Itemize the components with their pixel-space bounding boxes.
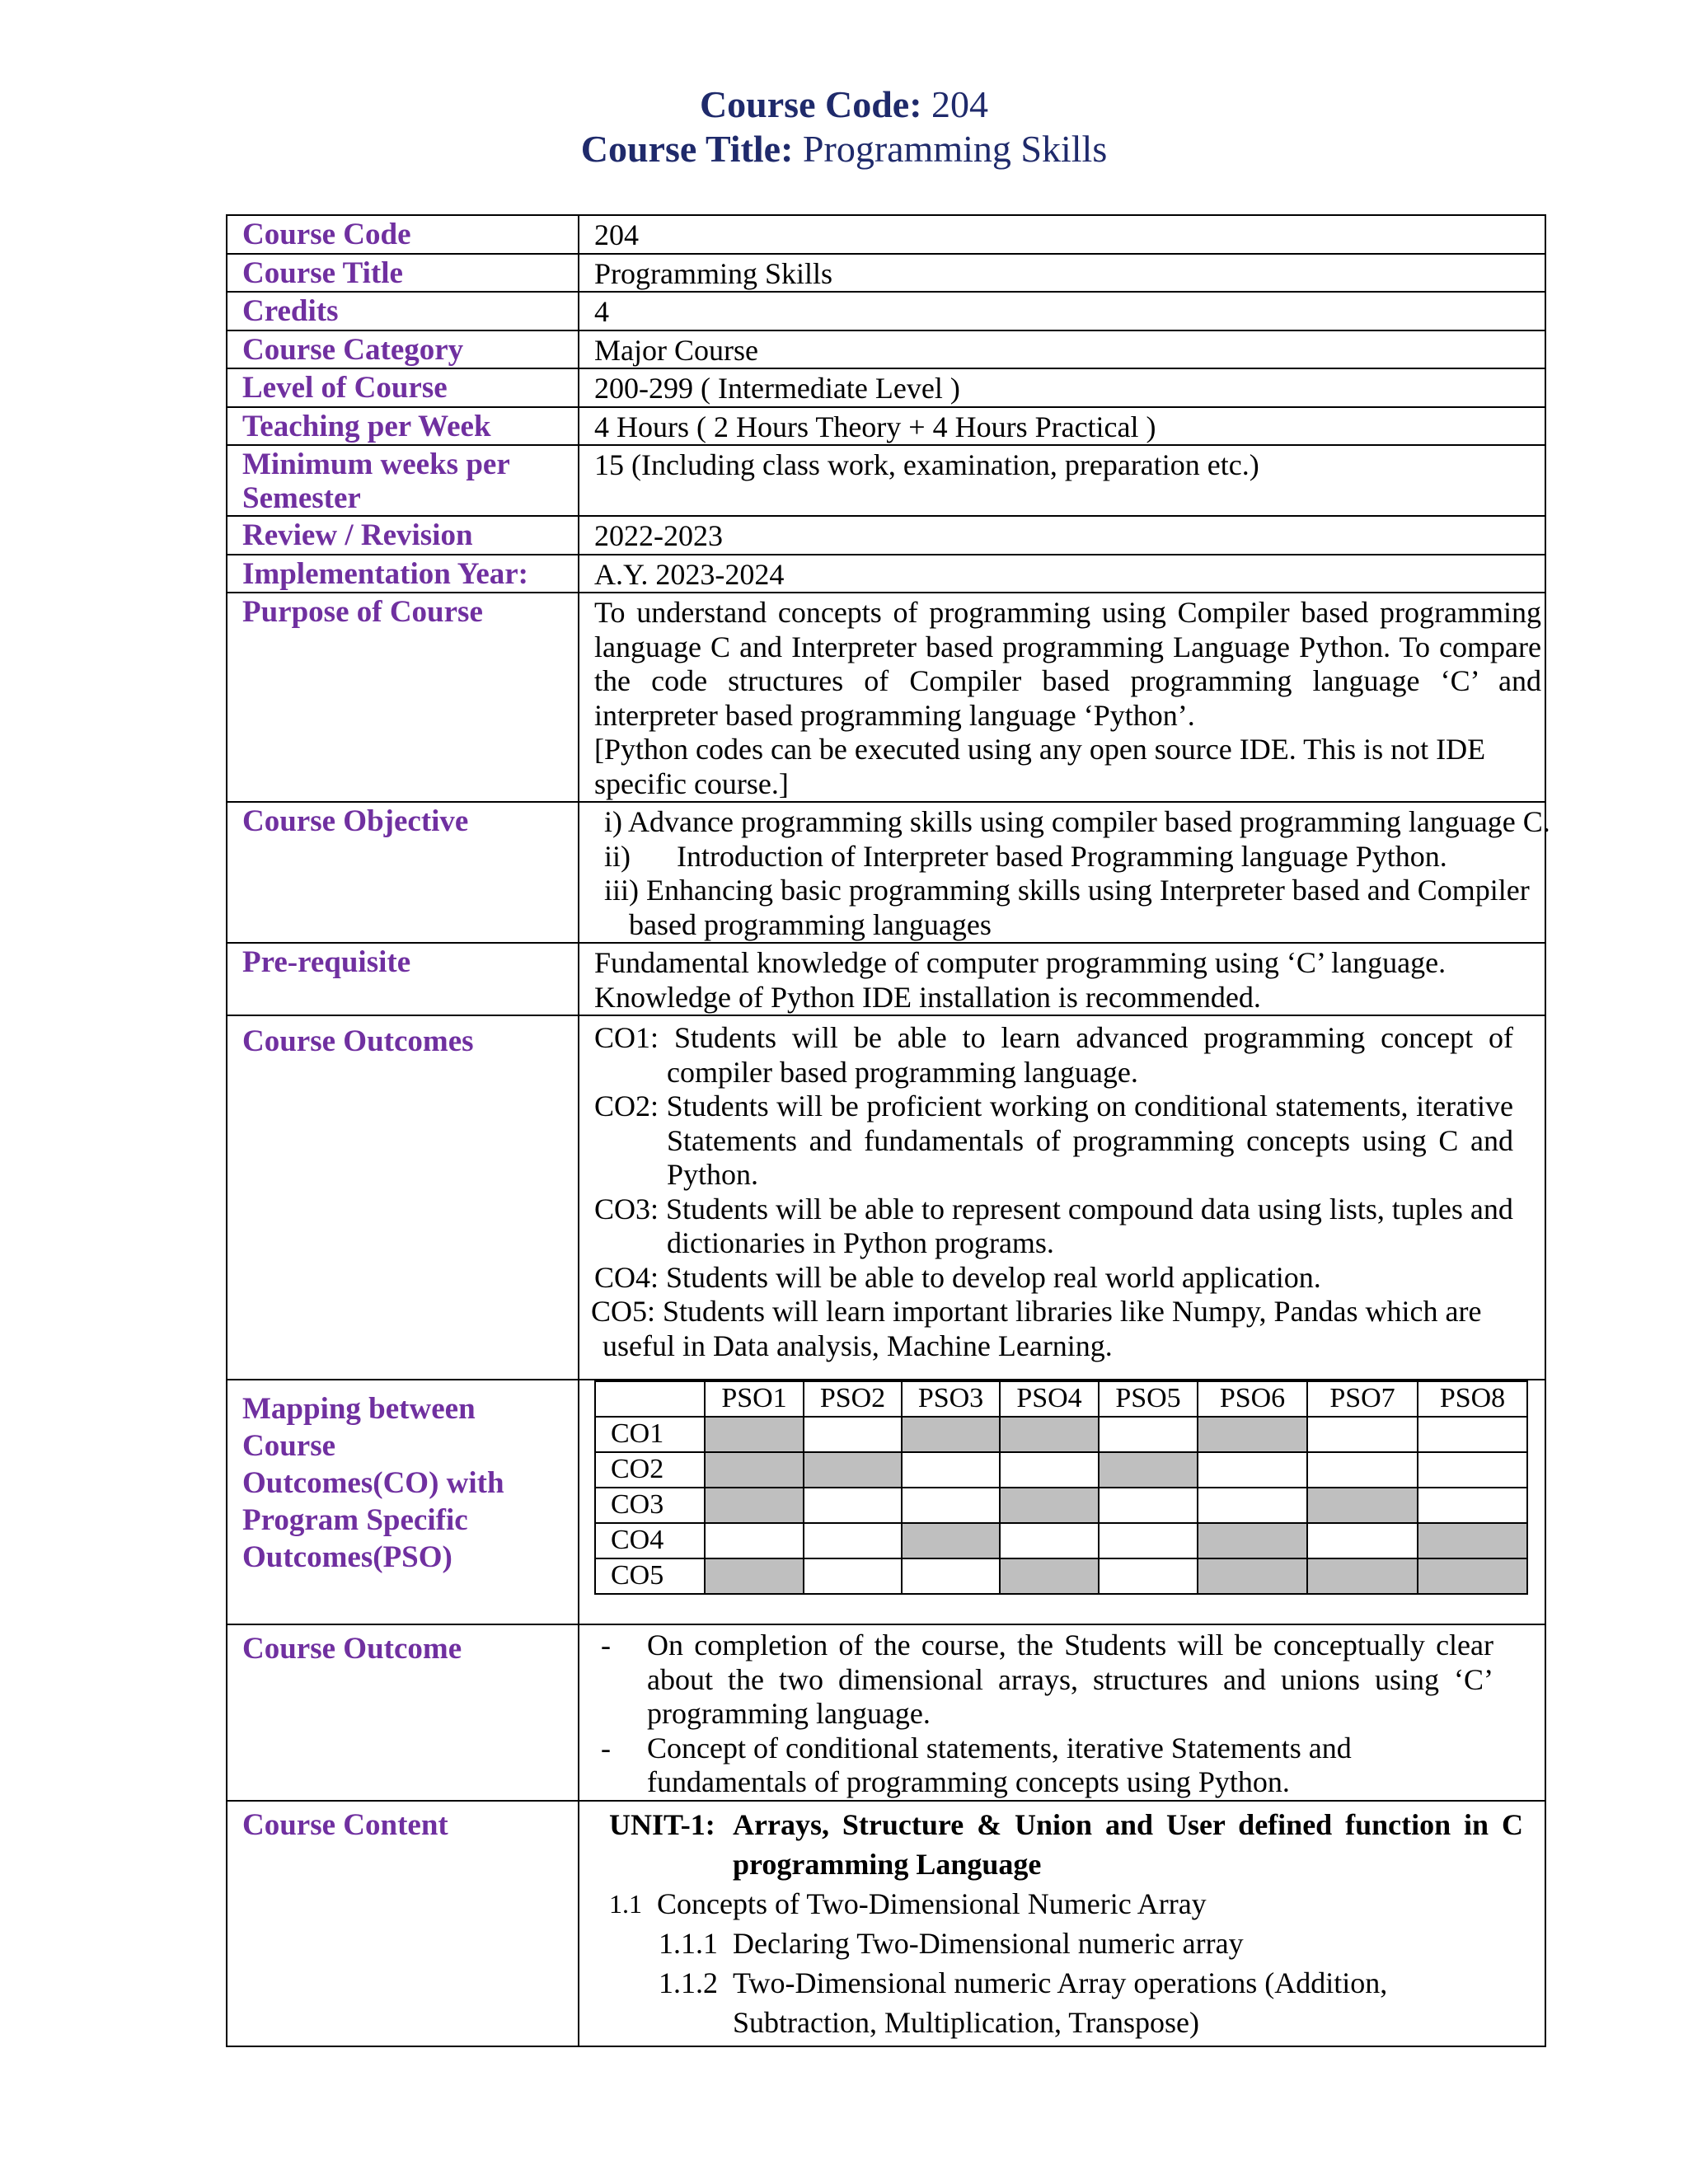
mapping-row-co4 [595, 1523, 1527, 1558]
mapping-cell-empty [1307, 1452, 1418, 1488]
mapping-col-pso4: PSO4 [1000, 1381, 1099, 1417]
value-course-code: 204 [579, 215, 1545, 254]
mapping-cell-mapped [1000, 1558, 1099, 1594]
unit-1-heading: UNIT-1: Arrays, Structure & Union and User defined function in C programming Language [609, 1807, 1523, 1881]
course-code-heading: Course Code: 204 [699, 83, 989, 125]
outcome-co5: CO5: Students will learn important libraries like Numpy, Pandas which are [591, 1295, 1482, 1328]
value-purpose [579, 593, 1545, 802]
row-review [227, 516, 1545, 555]
mapping-cell-mapped [1099, 1452, 1198, 1488]
value-course-content [579, 1801, 1545, 2046]
row-category [227, 330, 1545, 369]
mapping-cell-empty [804, 1523, 902, 1558]
label-course-outcome: Course Outcome [227, 1624, 579, 1801]
mapping-row-co5 [595, 1558, 1527, 1594]
mapping-col-pso2: PSO2 [804, 1381, 902, 1417]
mapping-cell-mapped [1307, 1488, 1418, 1523]
row-course-content [227, 1801, 1545, 2046]
course-outcome-item-2: - Concept of conditional statements, iterative Statements and fundamentals of programming concepts using Python. [601, 1731, 1352, 1798]
row-implementation [227, 555, 1545, 593]
mapping-cell-empty [804, 1417, 902, 1452]
label-mapping: Mapping between Course Outcomes(CO) with Program Specific Outcomes(PSO) [227, 1380, 579, 1624]
label-teaching: Teaching per Week [227, 407, 579, 446]
mapping-cell-mapped [1198, 1558, 1307, 1594]
mapping-cell-empty [705, 1523, 804, 1558]
mapping-cell-empty [804, 1558, 902, 1594]
mapping-cell-mapped [1000, 1488, 1099, 1523]
mapping-cell-empty [1418, 1452, 1527, 1488]
mapping-cell-mapped [902, 1417, 1000, 1452]
row-course-code [227, 215, 1545, 254]
mapping-cell-mapped [804, 1452, 902, 1488]
row-min-weeks [227, 445, 1545, 516]
value-level: 200-299 ( Intermediate Level ) [579, 368, 1545, 407]
mapping-corner-cell [595, 1381, 705, 1417]
mapping-cell-empty [1198, 1452, 1307, 1488]
row-mapping [227, 1380, 1545, 1624]
mapping-cell-mapped [705, 1417, 804, 1452]
mapping-row-label: CO2 [595, 1452, 705, 1488]
label-objective: Course Objective [227, 802, 579, 943]
page-header [0, 82, 1688, 171]
mapping-row-label: CO5 [595, 1558, 705, 1594]
mapping-cell-empty [1099, 1417, 1198, 1452]
label-level: Level of Course [227, 368, 579, 407]
value-implementation: A.Y. 2023-2024 [579, 555, 1545, 593]
mapping-cell-mapped [705, 1558, 804, 1594]
label-outcomes: Course Outcomes [227, 1015, 579, 1380]
row-purpose [227, 593, 1545, 802]
outcome-co2: CO2: Students will be proficient working on conditional statements, iterative Statements and fundamentals of programming concepts using C and Python. [594, 1090, 1513, 1191]
value-objective [579, 802, 1550, 943]
mapping-cell-empty [1099, 1488, 1198, 1523]
outcome-co1: CO1: Students will be able to learn advanced programming concept of compiler based programming language. [594, 1021, 1513, 1089]
row-course-title [227, 254, 1545, 293]
objective-item-3-cont: based programming languages [629, 907, 992, 941]
mapping-cell-empty [1000, 1523, 1099, 1558]
label-course-content: Course Content [227, 1801, 579, 2046]
mapping-cell-mapped [1000, 1417, 1099, 1452]
outcome-co3: CO3: Students will be able to represent compound data using lists, tuples and dictionaries in Python programs. [594, 1192, 1513, 1259]
value-category: Major Course [579, 330, 1545, 369]
row-prerequisite [227, 943, 1545, 1015]
mapping-cell-empty [1418, 1488, 1527, 1523]
row-credits [227, 292, 1545, 330]
mapping-cell-mapped [902, 1523, 1000, 1558]
value-course-title: Programming Skills [579, 254, 1545, 293]
mapping-col-pso1: PSO1 [705, 1381, 804, 1417]
value-mapping [579, 1380, 1545, 1624]
outcome-co5-cont: useful in Data analysis, Machine Learning. [603, 1329, 1113, 1362]
mapping-cell-empty [902, 1452, 1000, 1488]
course-title-heading: Course Title: Programming Skills [580, 128, 1108, 170]
mapping-cell-empty [1307, 1523, 1418, 1558]
mapping-col-pso3: PSO3 [902, 1381, 1000, 1417]
purpose-note: [Python codes can be executed using any open source IDE. This is not IDE specific course.] [594, 733, 1486, 800]
label-credits: Credits [227, 292, 579, 330]
mapping-cell-empty [902, 1558, 1000, 1594]
mapping-col-pso5: PSO5 [1099, 1381, 1198, 1417]
purpose-paragraph: To understand concepts of programming using Compiler based programming language C and Interpreter based programming Language Python. To compare the code structures of Compiler based programming language ‘C’ and interpreter based programming language ‘Python’. [594, 596, 1541, 732]
label-category: Course Category [227, 330, 579, 369]
mapping-cell-empty [1099, 1558, 1198, 1594]
label-min-weeks: Minimum weeks per Semester [227, 445, 579, 516]
mapping-cell-empty [1099, 1523, 1198, 1558]
mapping-col-pso7: PSO7 [1307, 1381, 1418, 1417]
row-outcomes [227, 1015, 1545, 1380]
mapping-row-co2 [595, 1452, 1527, 1488]
section-1-1: 1.1 Concepts of Two-Dimensional Numeric Array [609, 1886, 1207, 1920]
mapping-cell-empty [1000, 1452, 1099, 1488]
objective-item-3: iii) Enhancing basic programming skills using Interpreter based and Compiler [604, 874, 1530, 907]
value-course-outcome [579, 1624, 1545, 1801]
section-1-1-2: 1.1.2 Two-Dimensional numeric Array operations (Addition, Subtraction, Multiplication, Transpose) [659, 1966, 1388, 2039]
mapping-cell-mapped [705, 1488, 804, 1523]
mapping-cell-empty [804, 1488, 902, 1523]
objective-item-2: ii) Introduction of Interpreter based Programming language Python. [604, 839, 1447, 873]
mapping-cell-empty [902, 1488, 1000, 1523]
mapping-cell-mapped [1307, 1558, 1418, 1594]
value-teaching: 4 Hours ( 2 Hours Theory + 4 Hours Practical ) [579, 407, 1545, 446]
value-review: 2022-2023 [579, 516, 1545, 555]
label-purpose: Purpose of Course [227, 593, 579, 802]
label-review: Review / Revision [227, 516, 579, 555]
label-implementation: Implementation Year: [227, 555, 579, 593]
mapping-row-label: CO3 [595, 1488, 705, 1523]
mapping-cell-mapped [1418, 1523, 1527, 1558]
objective-item-1: i) Advance programming skills using compiler based programming language C. [604, 805, 1550, 838]
mapping-row-label: CO1 [595, 1417, 705, 1452]
mapping-row-co3 [595, 1488, 1527, 1523]
mapping-cell-empty [1198, 1488, 1307, 1523]
row-level [227, 368, 1545, 407]
mapping-cell-empty [1307, 1417, 1418, 1452]
value-outcomes [579, 1015, 1545, 1380]
mapping-cell-mapped [1198, 1417, 1307, 1452]
label-course-code: Course Code [227, 215, 579, 254]
mapping-header-row [595, 1381, 1527, 1417]
co-pso-mapping-table [594, 1380, 1528, 1595]
mapping-row-co1 [595, 1417, 1527, 1452]
course-outcome-item-1: - On completion of the course, the Students will be conceptually clear about the two dimensional arrays, structures and unions using ‘C’ programming language. [601, 1629, 1493, 1730]
value-prerequisite: Fundamental knowledge of computer programming using ‘C’ language. Knowledge of Python IDE installation is recommended. [579, 943, 1545, 1015]
mapping-col-pso8: PSO8 [1418, 1381, 1527, 1417]
value-credits: 4 [579, 292, 1545, 330]
mapping-cell-mapped [705, 1452, 804, 1488]
value-min-weeks: 15 (Including class work, examination, preparation etc.) [579, 445, 1545, 516]
outcome-co4: CO4: Students will be able to develop real world application. [594, 1260, 1321, 1294]
label-prerequisite: Pre-requisite [227, 943, 579, 1015]
label-course-title: Course Title [227, 254, 579, 293]
row-objective [227, 802, 1545, 943]
section-1-1-1: 1.1.1 Declaring Two-Dimensional numeric array [659, 1926, 1244, 1960]
mapping-row-label: CO4 [595, 1523, 705, 1558]
course-details-table [226, 214, 1550, 2047]
mapping-col-pso6: PSO6 [1198, 1381, 1307, 1417]
mapping-cell-mapped [1198, 1523, 1307, 1558]
row-teaching [227, 407, 1545, 446]
mapping-cell-empty [1418, 1417, 1527, 1452]
mapping-cell-mapped [1418, 1558, 1527, 1594]
row-course-outcome [227, 1624, 1545, 1801]
